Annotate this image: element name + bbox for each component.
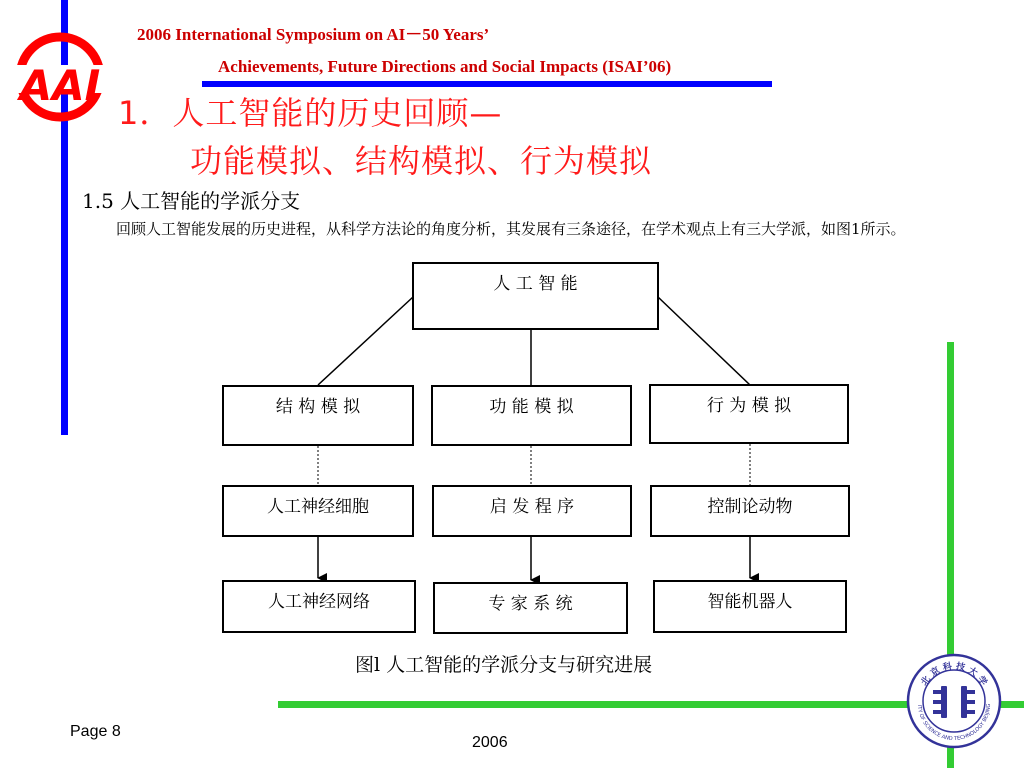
- figure-caption: 图l 人工智能的学派分支与研究进展: [355, 654, 653, 676]
- box-artificial-intelligence: 人 工 智 能: [412, 262, 659, 330]
- seal-top-text: 北 京 科 技 大 学: [919, 661, 989, 688]
- box-artificial-neuron: 人工神经细胞: [222, 485, 414, 537]
- university-seal: [905, 652, 1003, 750]
- box-structural-simulation: 结 构 模 拟: [222, 385, 414, 446]
- page-number: Page 8: [70, 723, 121, 740]
- box-expert-system: 专 家 系 统: [433, 582, 628, 634]
- footer-year: 2006: [472, 734, 508, 751]
- slide-title-line2: 功能模拟、结构模拟、行为模拟: [190, 142, 653, 180]
- intro-paragraph: 回顾人工智能发展的历史进程，从科学方法论的角度分析，其发展有三条途径，在学术观点上有三大学派，如图1所示。: [116, 220, 906, 238]
- box-heuristic-program: 启 发 程 序: [432, 485, 632, 537]
- connector-root-structural: [318, 297, 413, 385]
- conference-title-line2: Achievements, Future Directions and Social Impacts (ISAI’06): [218, 57, 672, 76]
- box-behavioral-simulation: 行 为 模 拟: [649, 384, 849, 444]
- slide-title-line1: 1．人工智能的历史回顾—: [118, 94, 503, 132]
- box-artificial-neural-network: 人工神经网络: [222, 580, 416, 633]
- section-heading: 1.5 人工智能的学派分支: [82, 189, 301, 213]
- university-seal-graphic: [905, 652, 1003, 750]
- seal-ring-text: ITY OF SCIENCE AND TECHNOLOGY BEIJING: [916, 703, 993, 743]
- box-functional-simulation: 功 能 模 拟: [431, 385, 632, 446]
- box-cybernetic-animal: 控制论动物: [650, 485, 850, 537]
- aai-logo-text: AAI: [19, 61, 101, 110]
- box-intelligent-robot: 智能机器人: [653, 580, 847, 633]
- connector-root-behavioral: [658, 297, 750, 385]
- conference-title-line1: 2006 International Symposium on AI－50 Years’: [137, 25, 490, 44]
